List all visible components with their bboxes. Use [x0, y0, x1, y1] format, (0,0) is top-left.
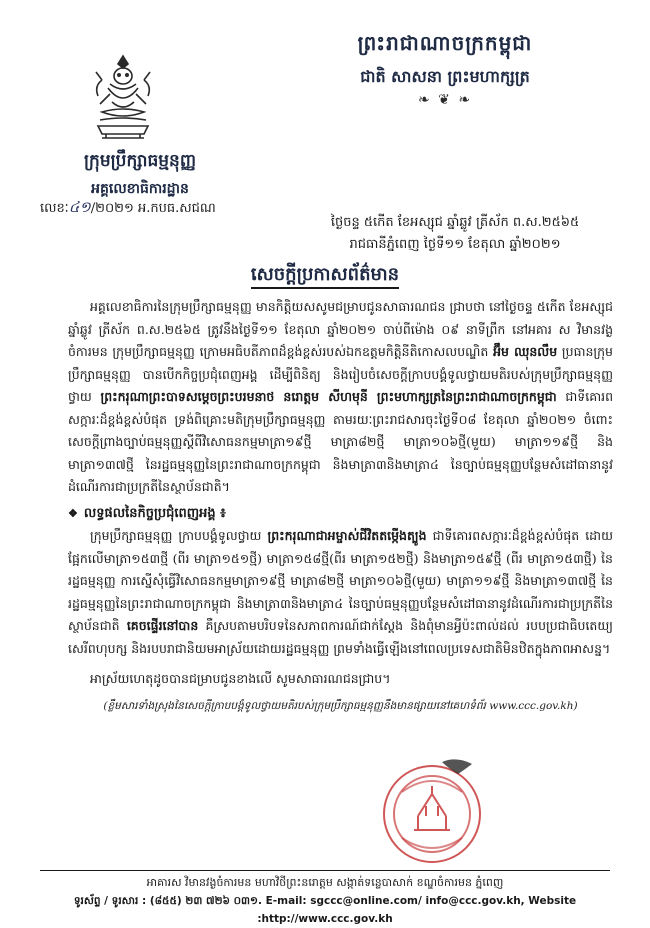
president-name: អ៊ឹម ឈុនលឹម	[493, 344, 558, 359]
p2-text-b: ជាទីគោរពសក្ការៈដ៏ខ្ពង់ខ្ពស់បំផុត ដោយផ្អែកលើមាត្រា១៥៣ថ្មី (ពីរ មាត្រា១៥១ថ្មី) មាត្រា១៥៨ថ្មី(ពីរ មាត្រា១៥២ថ្មី) និងមាត្រា១៥៩ថ្មី (ពីរ មាត្រា១៥៣ថ្មី) នៃរដ្ឋធម្មនុញ្ញ ការស្នើសុំធ្វើវិសោធនកម្មមាត្រា១៩ថ្មី មាត្រា៨២ថ្មី មាត្រា១០៦ថ្មី(មួយ) មាត្រា១១៩ថ្មី និងមាត្រា១៣៧ថ្មី នៃរដ្ឋធម្មនុញ្ញនៃព្រះរាជាណាចក្រកម្ពុជា និងមាត្រា៣និងមាត្រា៤ នៃច្បាប់ធម្មនុញ្ញបន្ថែមសំដៅធានានូវដំណើរការជាប្រក្រតីនៃស្ថាប័នជាតិ	[68, 528, 613, 633]
lunar-date: ថ្ងៃចន្ទ ៥កើត ខែអស្សុជ ឆ្នាំឆ្លូវ ត្រីស័ក ព.ស.២៥៦៥	[330, 215, 580, 230]
date-block	[300, 212, 610, 256]
issuer-block	[30, 150, 250, 200]
p1-text-b: ប្រធានក្រុមប្រឹក្សាធម្មនុញ្ញ បានបើកកិច្ចប្រជុំពេញអង្គ ដើម្បីពិនិត្យ និងរៀបចំសេចក្តីក្រាបបង្គំទូលថ្វាយមតិរបស់ក្រុមប្រឹក្សាធម្មនុញ្ញ ថ្វាយ	[68, 344, 613, 404]
council-name: ក្រុមប្រឹក្សាធម្មនុញ្ញ	[83, 151, 197, 171]
closing-line: អាស្រ័យហេតុដូចបានជម្រាបជូនខាងលើ សូមសាធារណជនជ្រាប។	[90, 671, 391, 686]
document-body	[68, 296, 613, 717]
kingdom-header	[300, 30, 590, 108]
reference-prefix: លេខៈ	[40, 201, 69, 216]
king-title: ព្រះករុណាព្រះបាទសម្តេចព្រះបរមនាថ នរោត្តម សីហមុនី ព្រះមហាក្សត្រនៃព្រះរាជាណាចក្រកម្ពុជា	[100, 389, 557, 404]
document-title	[0, 262, 650, 289]
section-heading	[68, 503, 613, 526]
section-bullet-icon: ❖	[68, 506, 78, 520]
p1-text-c: ជាទីគោរពសក្ការៈដ៏ខ្ពង់ខ្ពស់បំផុត ទ្រង់ពិគ្រោះមតិក្រុមប្រឹក្សាធម្មនុញ្ញ តាមរយៈព្រះរាជសារចុះថ្ងៃទី០៨ ខែតុលា ឆ្នាំ២០២១ ចំពោះសេចក្តីព្រាងច្បាប់ធម្មនុញ្ញស្តីពីវិសោធនកម្មមាត្រា១៩ថ្មី មាត្រា៨២ថ្មី មាត្រា១០៦ថ្មី(មួយ) មាត្រា១១៩ថ្មី និង មាត្រា១៣៧ថ្មី នៃរដ្ឋធម្មនុញ្ញនៃព្រះរាជាណាចក្រកម្ពុជា និងមាត្រា៣និងមាត្រា៤ នៃច្បាប់ធម្មនុញ្ញបន្ថែមសំដៅធានានូវដំណើរការជាប្រក្រតីនៃស្ថាប័នជាតិ។	[68, 389, 613, 494]
paragraph-1	[68, 296, 613, 499]
kingdom-title: ព្រះរាជាណាចក្រកម្ពុជា	[357, 31, 533, 55]
footer-contact: ទូរស័ព្ទ / ទូរសារ : (៨៥៥) ២៣ ៧២៦ ០៣១. E-mail: sgccc@online.com/ info@ccc.gov.kh, Website :http://www.ccc.gov.kh	[73, 895, 577, 925]
section-heading-text: លទ្ធផលនៃកិច្ចប្រជុំពេញអង្គ ៖	[83, 505, 226, 521]
p2-emphasis: គេចផ្ទើរនៅបាន	[126, 618, 199, 633]
kingdom-motto: ជាតិ សាសនា ព្រះមហាក្សត្រ	[360, 67, 530, 86]
footer-divider	[40, 870, 610, 871]
p2-king-title: ព្រះករុណាជាអម្ចាស់ជីវិតតម្កើងត្បូង	[267, 528, 427, 543]
p1-text-a: អគ្គលេខាធិការនៃក្រុមប្រឹក្សាធម្មនុញ្ញ មានកិត្តិយសសូមជម្រាបជូនសាធារណជន ជ្រាបថា នៅថ្ងៃចន្ទ ៥កើត ខែអស្សុជ ឆ្នាំឆ្លូវ ត្រីស័ក ព.ស.២៥៦៥ ត្រូវនឹងថ្ងៃទី១១ ខែតុលា ឆ្នាំ២០២១ ចាប់ពីម៉ោង ០៩ នាទីព្រឹក នៅអគារ ស វិមានវង្ងចំការមន ក្រុមប្រឹក្សាធម្មនុញ្ញ ក្រោមអធិបតីភាពដ៏ខ្ពង់ខ្ពស់របស់ឯកឧត្តមកិត្តិនីតិកោសលបណ្ឌិត	[68, 299, 613, 359]
paragraph-2	[68, 525, 613, 660]
reference-number	[40, 198, 216, 220]
footer-address: អាគារស វិមានវង្ងចំការមន មហាវិថីព្រះនរោត្តម សង្កាត់ទន្លេបាសាក់ ខណ្ឌចំការមន ភ្នំពេញ	[146, 876, 504, 889]
reference-suffix: /២០២១ អ.កបធ.សជណ	[90, 201, 216, 216]
p2-text-a: ក្រុមប្រឹក្សាធម្មនុញ្ញ ក្រាបបង្គំទូលថ្វាយ	[90, 528, 262, 543]
reference-handwritten: ៤១	[68, 198, 91, 216]
header-ornament: ❧ ❦ ❧	[417, 92, 473, 108]
website-note: (ខ្លឹមសារទាំងស្រុងនៃសេចក្តីក្រាបបង្គំទូលថ្វាយមតិរបស់ក្រុមប្រឹក្សាធម្មនុញ្ញនឹងមានផ្សាយនៅគេហទំព័រ www.ccc.gov.kh)	[103, 699, 578, 712]
council-unit: អគ្គលេខាធិការដ្ឋាន	[91, 181, 189, 197]
document-title-text: សេចក្តីប្រកាសព័ត៌មាន	[251, 264, 399, 289]
p2-text-c: គឺស្របតាមបរិបទនៃសភាពការណ៍ជាក់ស្តែង និងពុំមានអ្វីប៉ះពាល់ដល់ របបប្រជាធិបតេយ្យសេរីពហុបក្ស និងរបបរាជានិយមអាស្រ័យដោយរដ្ឋធម្មនុញ្ញ ព្រមទាំងធ្វើឡើងនៅពេលប្រទេសជាតិមិនឋិតក្នុងភាពអាសន្ន។	[68, 618, 613, 656]
solar-date: រាជធានីភ្នំពេញ ថ្ងៃទី១១ ខែតុលា ឆ្នាំ២០២១	[349, 237, 561, 252]
council-emblem-icon	[88, 52, 158, 142]
official-seal-icon	[372, 752, 492, 872]
